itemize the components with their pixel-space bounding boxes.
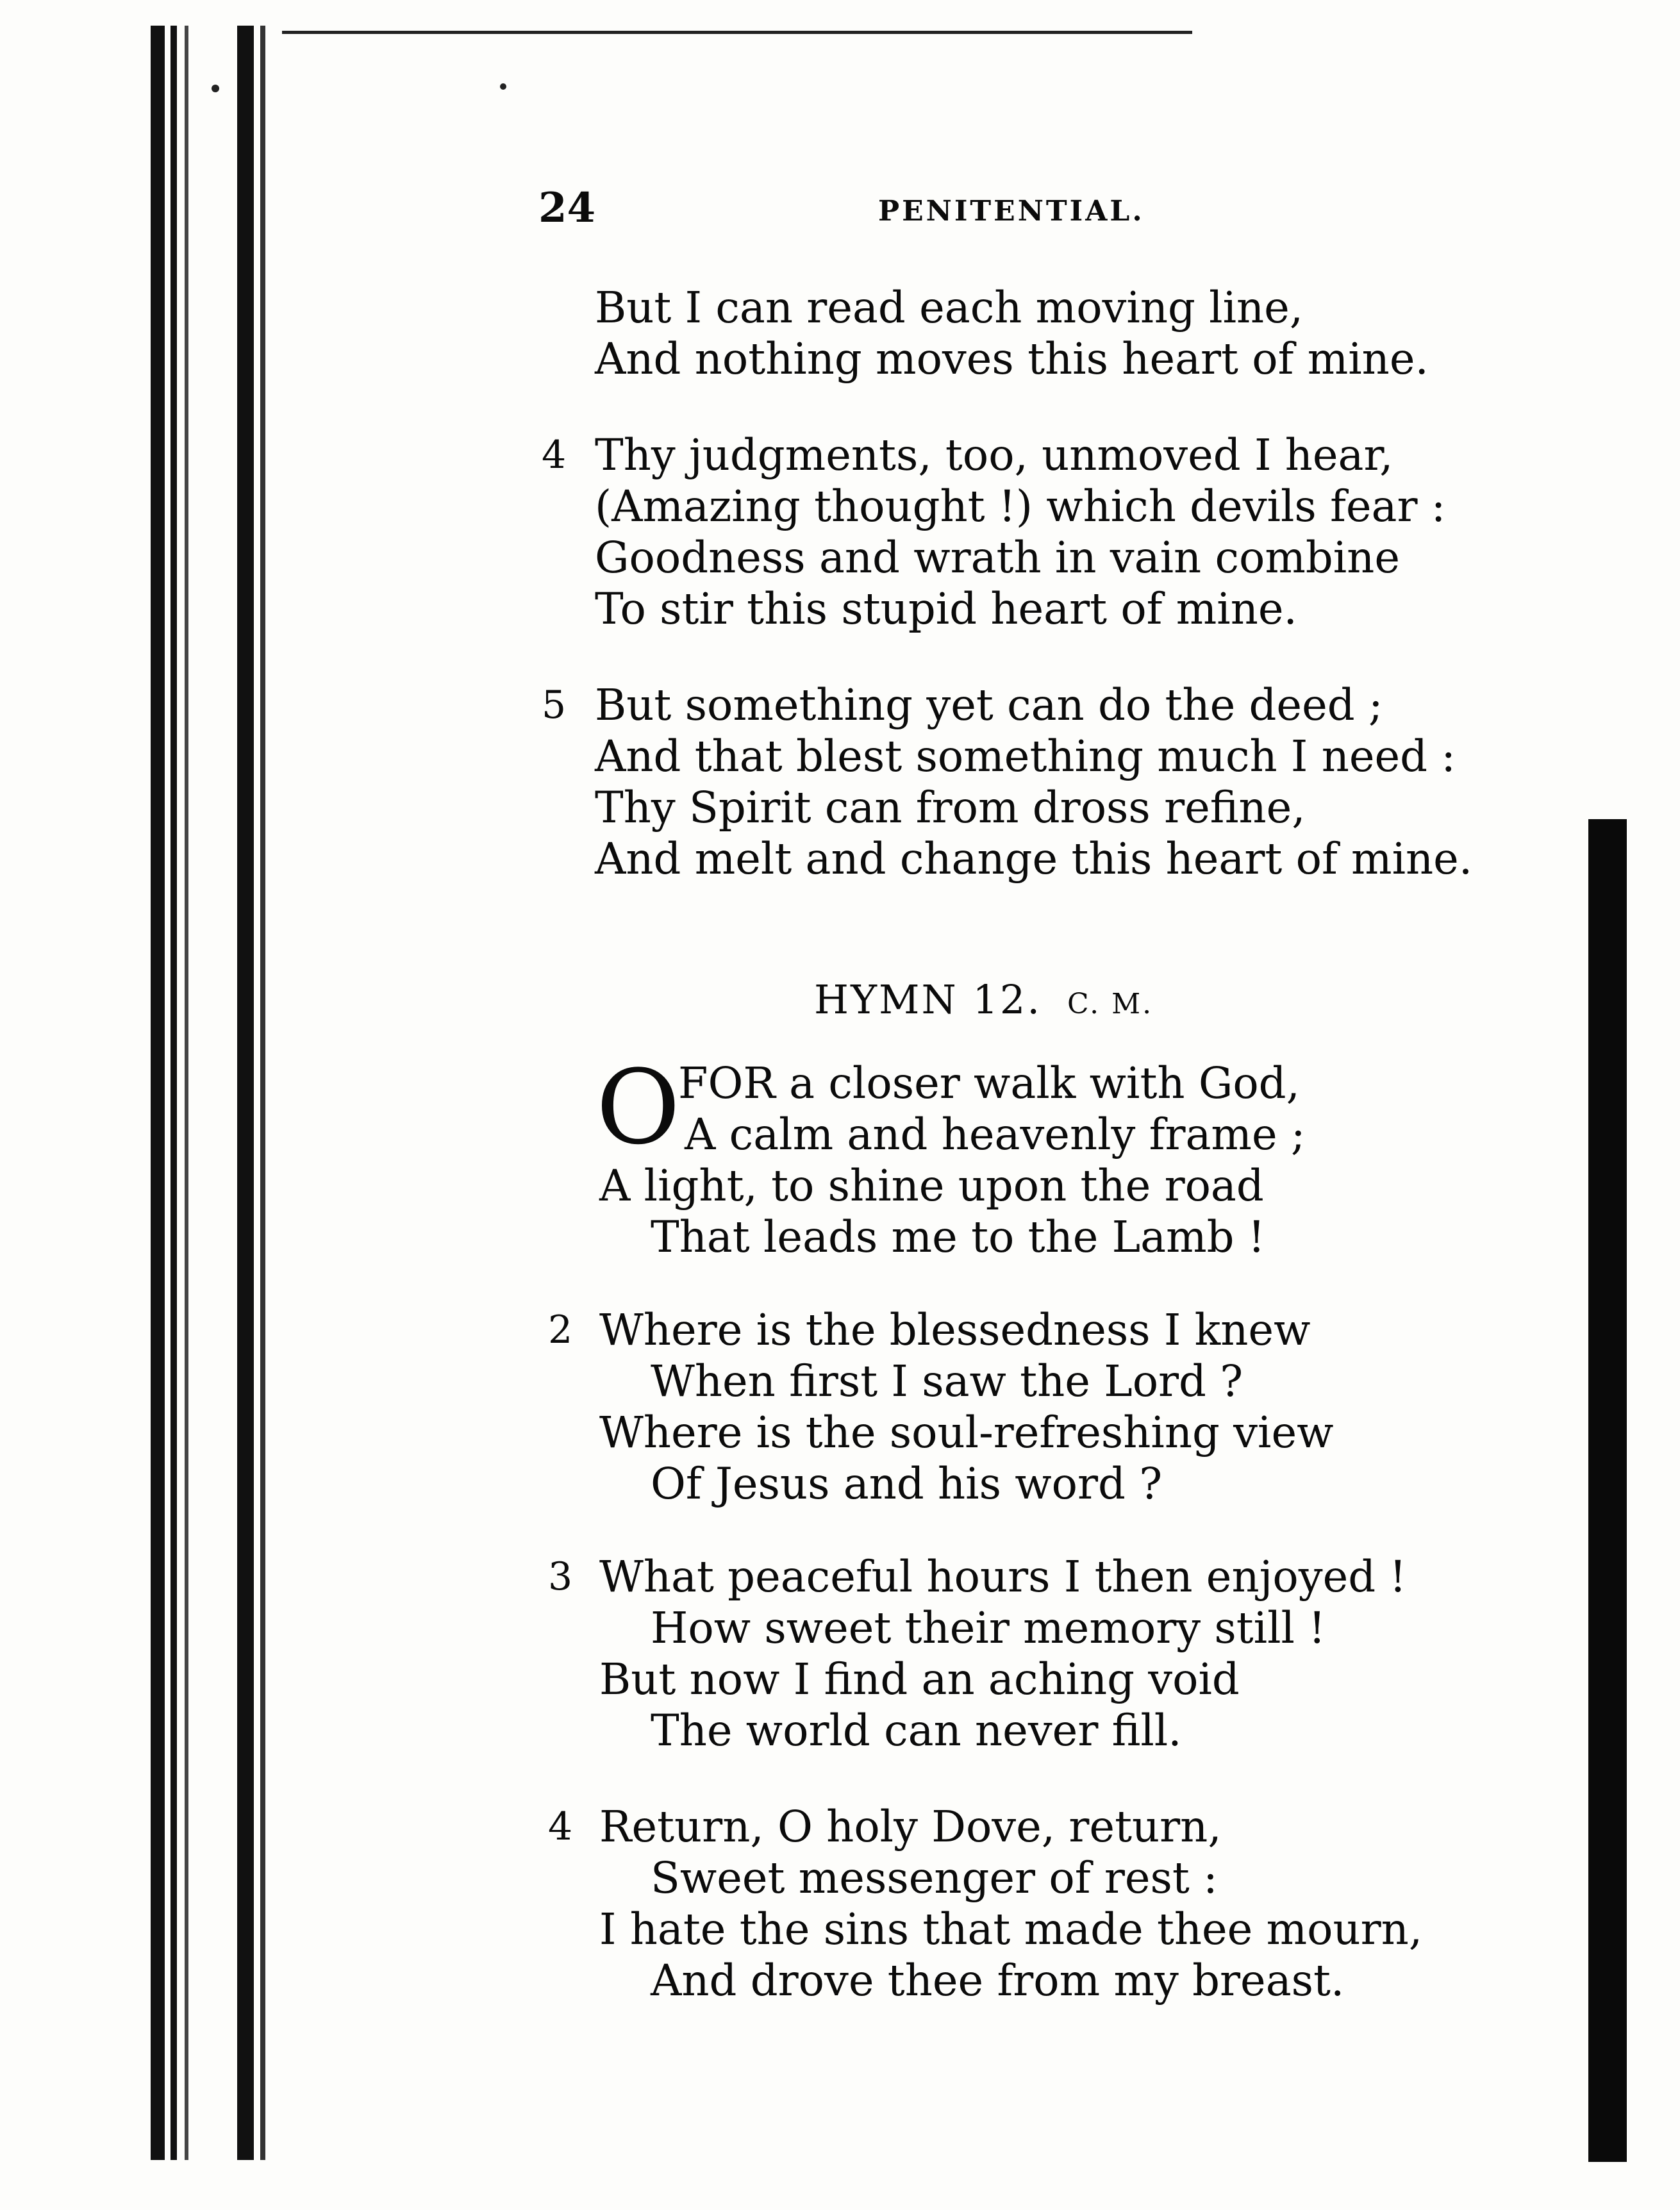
page-header [0,183,1680,234]
verse-line: Thy judgments, too, unmoved I hear, [595,430,1393,480]
verse-line: A calm and heavenly frame ; [685,1109,1306,1159]
verse-line: But now I find an aching void [599,1654,1240,1704]
verse-line: And that blest something much I need : [595,731,1456,781]
verse-line: A light, to shine upon the road [599,1161,1264,1211]
verse-line: (Amazing thought !) which devils fear : [595,481,1446,531]
page-number: 24 [538,184,596,232]
verse-line: When first I saw the Lord ? [651,1356,1243,1406]
hymn-meter: C. M. [1067,988,1154,1020]
verse-line: And nothing moves this heart of mine. [595,334,1429,384]
verse-line: Return, O holy Dove, return, [599,1802,1222,1852]
verse-line: Sweet messenger of rest : [651,1853,1218,1903]
speck [500,83,506,90]
hymn-heading [814,974,1153,1030]
hymn-title: HYMN 12. [814,976,1042,1023]
running-head: PENITENTIAL. [878,195,1145,228]
verse-line: I hate the sins that made thee mourn, [599,1904,1423,1954]
verse-number: 5 [542,683,567,727]
edge-shadow [1588,819,1627,2162]
verse-line: The world can never fill. [651,1706,1182,1756]
speck [212,85,219,92]
verse-line: What peaceful hours I then enjoyed ! [599,1552,1407,1602]
verse-line: To stir this stupid heart of mine. [595,584,1297,634]
verse-line: Thy Spirit can from dross refine, [595,783,1306,833]
verse-line: And drove thee from my breast. [651,1956,1345,2006]
verse-number: 4 [548,1804,573,1849]
verse-line: But I can read each moving line, [595,283,1304,333]
verse-line: Goodness and wrath in vain combine [595,533,1400,583]
verse-line: Of Jesus and his word ? [651,1459,1163,1509]
binding-gutter [147,26,276,2179]
verse-number: 3 [548,1554,573,1599]
verse-line: That leads me to the Lamb ! [651,1212,1265,1262]
verse-line: And melt and change this heart of mine. [595,834,1473,884]
verse-line: Where is the soul-refreshing view [599,1408,1334,1458]
verse-line: How sweet their memory still ! [651,1603,1326,1653]
verse-line: But something yet can do the deed ; [595,680,1383,730]
verse-line: FOR a closer walk with God, [678,1058,1300,1108]
verse-line: Where is the blessedness I knew [599,1305,1311,1355]
top-rule [282,31,1192,34]
verse-number: 4 [542,433,567,478]
verse-number: 2 [548,1308,573,1352]
drop-cap: O [596,1047,681,1167]
